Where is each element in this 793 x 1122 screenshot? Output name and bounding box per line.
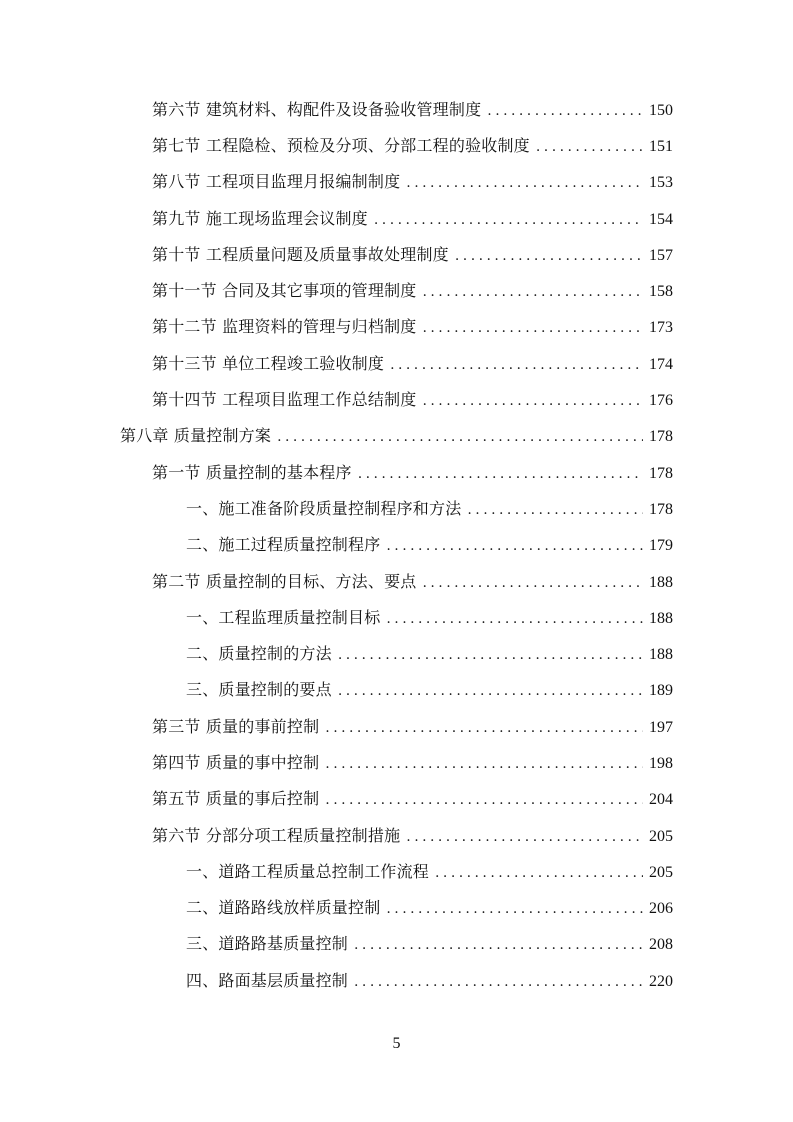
toc-entry-label: 三、质量控制的要点 [186,680,332,700]
toc-entry-page: 198 [649,754,673,772]
toc-dot-leader [423,393,644,409]
toc-dot-leader [277,429,643,445]
toc-entry-label: 第三节 质量的事前控制 [152,716,320,736]
toc-entry[interactable] [0,671,793,707]
toc-entry[interactable] [0,707,793,743]
toc-entry-label: 第十四节 工程项目监理工作总结制度 [152,390,417,410]
toc-entry-label: 第二节 质量控制的目标、方法、要点 [152,571,417,591]
toc-dot-leader [325,720,643,736]
toc-entry-label: 第九节 施工现场监理会议制度 [152,208,368,228]
toc-entry[interactable] [0,562,793,598]
toc-entry-label: 第一节 质量控制的基本程序 [152,462,352,482]
toc-entry[interactable] [0,489,793,525]
toc-entry[interactable] [0,271,793,307]
toc-entry-page: 150 [649,101,673,119]
toc-entry[interactable] [0,889,793,925]
toc-entry[interactable] [0,163,793,199]
toc-entry[interactable] [0,925,793,961]
toc-entry[interactable] [0,852,793,888]
toc-entry[interactable] [0,380,793,416]
toc-dot-leader [386,538,643,554]
toc-dot-leader [338,683,643,699]
toc-entry-page: 189 [649,682,673,700]
toc-entry[interactable] [0,961,793,997]
toc-dot-leader [455,248,643,264]
toc-entry-page: 178 [649,428,673,446]
toc-dot-leader [390,357,643,373]
toc-entry-page: 179 [649,537,673,555]
toc-entry[interactable] [0,308,793,344]
toc-entry-page: 151 [649,137,673,155]
toc-entry-page: 174 [649,355,673,373]
toc-entry[interactable] [0,235,793,271]
toc-entry[interactable] [0,417,793,453]
toc-dot-leader [435,865,643,881]
toc-entry-label: 第六节 分部分项工程质量控制措施 [152,825,401,845]
toc-dot-leader [386,901,643,917]
toc-dot-leader [423,284,644,300]
toc-entry-label: 第十三节 单位工程竣工验收制度 [152,353,385,373]
toc-entry-label: 第十二节 监理资料的管理与归档制度 [152,317,417,337]
toc-dot-leader [374,212,643,228]
toc-entry-page: 206 [649,900,673,918]
toc-entry-page: 153 [649,174,673,192]
toc-entry-label: 第十一节 合同及其它事项的管理制度 [152,281,417,301]
toc-entry-label: 第八节 工程项目监理月报编制制度 [152,172,401,192]
toc-entry[interactable] [0,453,793,489]
toc-entry[interactable] [0,816,793,852]
toc-dot-leader [406,829,643,845]
toc-entry-label: 第七节 工程隐检、预检及分项、分部工程的验收制度 [152,135,530,155]
toc-entry[interactable] [0,634,793,670]
page-number: 5 [392,1035,401,1052]
toc-entry[interactable] [0,526,793,562]
toc-dot-leader [354,974,643,990]
toc-entry-page: 188 [649,573,673,591]
toc-entry-page: 205 [649,827,673,845]
toc-entry-page: 204 [649,791,673,809]
toc-entry-label: 一、施工准备阶段质量控制程序和方法 [186,498,462,518]
toc-entry-page: 208 [649,936,673,954]
toc-entry-page: 154 [649,210,673,228]
toc-dot-leader [406,175,643,191]
toc-dot-leader [423,320,644,336]
toc-entry[interactable] [0,344,793,380]
toc-dot-leader [423,575,644,591]
toc-entry-page: 205 [649,863,673,881]
toc-entry-label: 第十节 工程质量问题及质量事故处理制度 [152,244,449,264]
toc-entry-label: 二、质量控制的方法 [186,644,332,664]
toc-dot-leader [358,466,643,482]
toc-entry-label: 第六节 建筑材料、构配件及设备验收管理制度 [152,99,482,119]
toc-entry[interactable] [0,199,793,235]
toc-entry-label: 第四节 质量的事中控制 [152,752,320,772]
toc-entry[interactable] [0,780,793,816]
toc-dot-leader [487,103,643,119]
toc-entry-label: 第八章 质量控制方案 [120,426,272,446]
toc-entry-page: 220 [649,972,673,990]
toc-entry-page: 178 [649,464,673,482]
toc-entry-label: 二、施工过程质量控制程序 [186,535,381,555]
toc-entry[interactable] [0,598,793,634]
toc-entry[interactable] [0,126,793,162]
toc-entry-page: 158 [649,283,673,301]
toc-entry[interactable] [0,90,793,126]
toc-entry-label: 一、道路工程质量总控制工作流程 [186,861,430,881]
toc-entry-label: 二、道路路线放样质量控制 [186,898,381,918]
toc-dot-leader [325,756,643,772]
toc-entry-page: 176 [649,392,673,410]
toc-entry-label: 四、路面基层质量控制 [186,970,349,990]
toc-entry-page: 188 [649,609,673,627]
toc-dot-leader [467,502,643,518]
toc-entry[interactable] [0,743,793,779]
toc-dot-leader [338,647,643,663]
toc-dot-leader [325,792,643,808]
table-of-contents [0,90,793,997]
toc-entry-page: 188 [649,646,673,664]
toc-entry-page: 178 [649,500,673,518]
toc-entry-label: 三、道路路基质量控制 [186,934,349,954]
toc-dot-leader [386,611,643,627]
toc-entry-page: 173 [649,319,673,337]
toc-entry-label: 一、工程监理质量控制目标 [186,607,381,627]
toc-entry-page: 157 [649,246,673,264]
toc-dot-leader [536,139,643,155]
toc-entry-page: 197 [649,718,673,736]
toc-entry-label: 第五节 质量的事后控制 [152,789,320,809]
toc-dot-leader [354,937,643,953]
